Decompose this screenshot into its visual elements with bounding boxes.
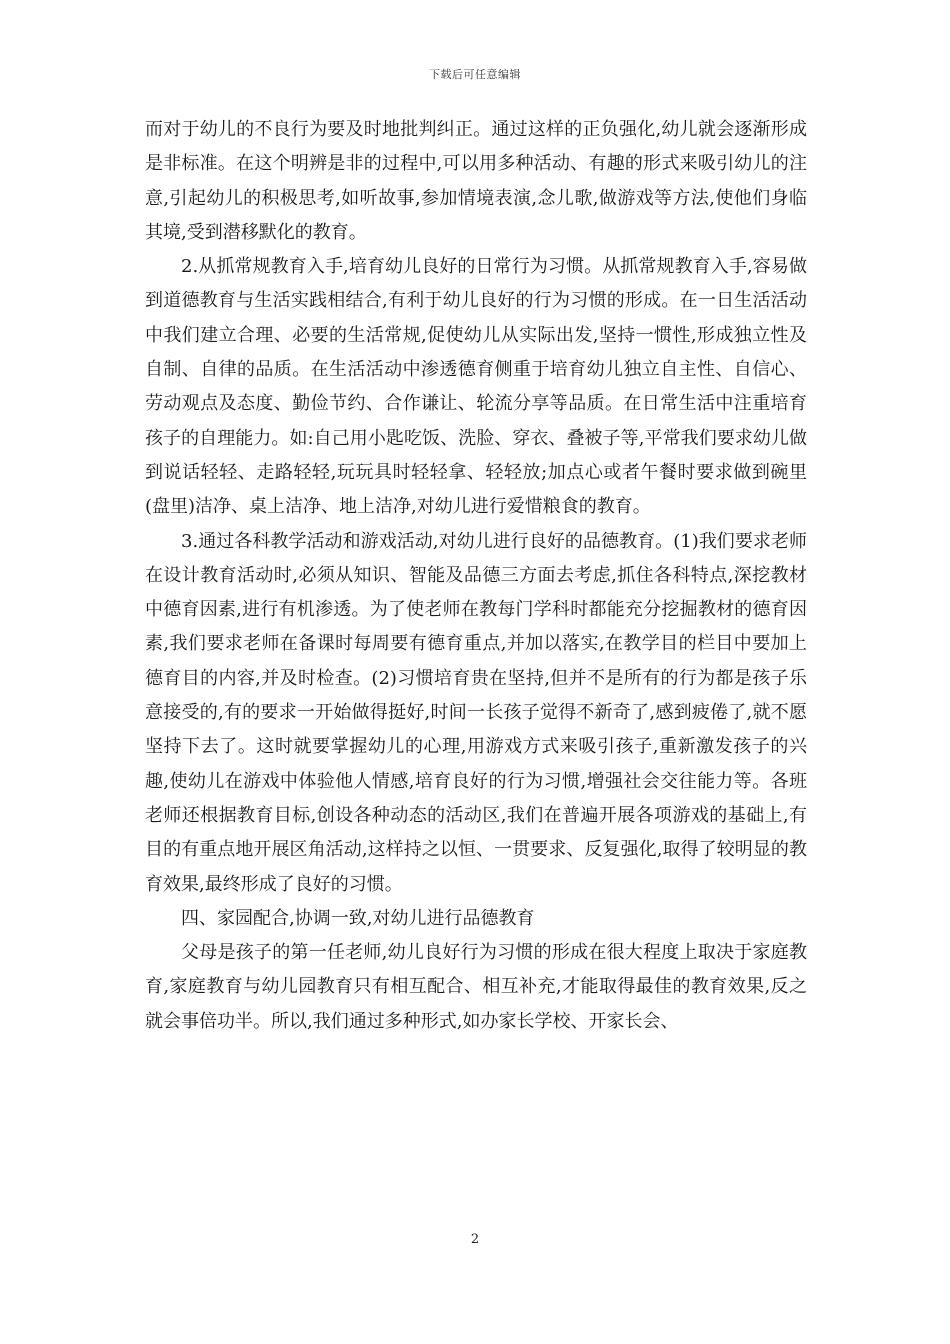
page-number: 2 xyxy=(470,1232,480,1247)
section-heading: 四、家园配合,协调一致,对幼儿进行品德教育 xyxy=(181,907,535,929)
document-body xyxy=(145,113,807,1039)
paragraph-3: 3.通过各科教学活动和游戏活动,对幼儿进行良好的品德教育。(1)我们要求老师在设计教育活动时,必须从知识、智能及品德三方面去考虑,抓住各科特点,深挖教材中德育因素,进行有机渗透。为了使老师在教每门学科时都能充分挖掘教材的德育因素,我们要求老师在备课时每周要有德育重点,并加以落实,在教学目的栏目中要加上德育目的内容,并及时检查。(2)习惯培育贵在坚持,但并不是所有的行为都是孩子乐意接受的,有的要求一开始做得挺好,时间一长孩子觉得不新奇了,感到疲倦了,就不愿坚持下去了。这时就要掌握幼儿的心理,用游戏方式来吸引孩子,重新激发孩子的兴趣,使幼儿在游戏中体验他人情感,培育良好的行为习惯,增强社会交往能力等。各班老师还根据教育目标,创设各种动态的活动区,我们在普遍开展各项游戏的基础上,有目的有重点地开展区角活动,这样持之以恒、一贯要求、反复强化,取得了较明显的教育效果,最终形成了良好的习惯。 xyxy=(145,530,807,895)
paragraph-1: 而对于幼儿的不良行为要及时地批判纠正。通过这样的正负强化,幼儿就会逐渐形成是非标准。在这个明辨是非的过程中,可以用多种活动、有趣的形式来吸引幼儿的注意,引起幼儿的积极思考,如听故事,参加情境表演,念儿歌,做游戏等方法,使他们身临其境,受到潜移默化的教育。 xyxy=(145,119,807,243)
paragraph-5: 父母是孩子的第一任老师,幼儿良好行为习惯的形成在很大程度上取决于家庭教育,家庭教育与幼儿园教育只有相互配合、相互补充,才能取得最佳的教育效果,反之就会事倍功半。所以,我们通过多种形式,如办家长学校、开家长会、 xyxy=(145,942,807,1032)
page-header: 下载后可任意编辑 xyxy=(429,68,521,81)
paragraph-2: 2.从抓常规教育入手,培育幼儿良好的日常行为习惯。从抓常规教育入手,容易做到道德教育与生活实践相结合,有利于幼儿良好的行为习惯的形成。在一日生活活动中我们建立合理、必要的生活常规,促使幼儿从实际出发,坚持一惯性,形成独立性及自制、自律的品质。在生活活动中渗透德育侧重于培育幼儿独立自主性、自信心、劳动观点及态度、勤俭节约、合作谦让、轮流分享等品质。在日常生活中注重培育孩子的自理能力。如:自己用小匙吃饭、洗脸、穿衣、叠被子等,平常我们要求幼儿做到说话轻轻、走路轻轻,玩玩具时轻轻拿、轻轻放;加点心或者午餐时要求做到碗里(盘里)洁净、桌上洁净、地上洁净,对幼儿进行爱惜粮食的教育。 xyxy=(145,256,807,518)
